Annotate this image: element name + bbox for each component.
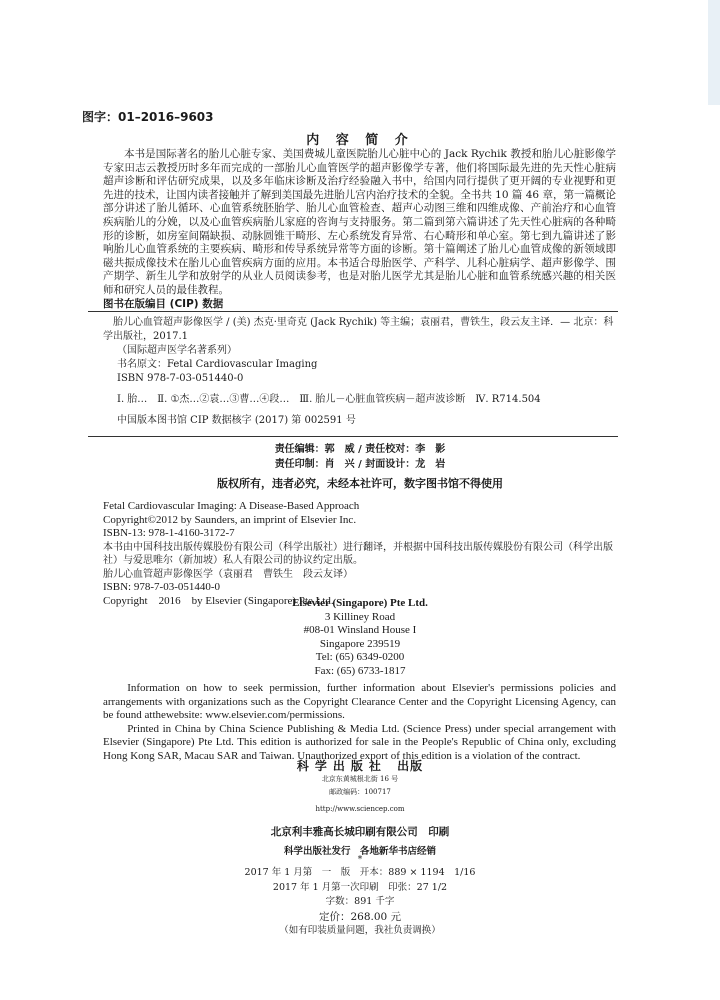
cip-block — [103, 316, 616, 428]
editor-credits: 责任编辑：郭 威 / 责任校对：李 影 — [274, 444, 446, 455]
cip-isbn: ISBN 978-7-03-051440-0 — [117, 373, 244, 384]
cip-bibliographic-line: 胎儿心血管超声影像医学 / (美) 杰克·里奇克 (Jack Rychik) 等主编；袁丽君，曹铁生，段云友主译．— 北京：科学出版社，2017.1 — [103, 317, 614, 342]
translation-copyright-line: Copyright 2016 by Elsevier (Singapore) Pte Ltd. — [103, 594, 334, 607]
cip-series: （国际超声医学名著系列） — [117, 345, 237, 356]
rights-notice: 版权所有，违者必究，未经本社许可，数字图书馆不得使用 — [217, 477, 503, 490]
elsevier-fax: Fax: (65) 6733-1817 — [314, 664, 406, 677]
publisher-postcode: 邮政编码：100717 — [329, 788, 391, 796]
permissions-paragraph: Information on how to seek permission, further information about Elsevier's permissions policies and arrangements with organizations such as the Copyright Clearance Center and the Copyright Licensing Agency, can be found atthewebsite: www.elsevier.com/permissions. — [103, 682, 616, 721]
separator-star: * — [357, 855, 363, 865]
original-title-line: Fetal Cardiovascular Imaging: A Disease-Based Approach — [103, 500, 360, 512]
summary-body: 本书是国际著名的胎儿心脏专家、美国费城儿童医院胎儿心脏中心的 Jack Rychik 教授和胎儿心脏影像学专家田志云教授历时多年而完成的一部胎儿心血管医学的超声影像学专著，他们将国际最先进的先天性心脏病超声诊断和评估研究成果，以及多年临床诊断及治疗经验融入书中，给国内同行提供了更开阔的专业视野和更先进的技术，让国内读者接触并了解到美国最先进胎儿宫内治疗技术的全貌。全书共 10 篇 46 章，第一篇概论部分讲述了胎儿循环、心血管系统胚胎学、胎儿心血管检查、超声心动图三维和四维成像、产前治疗和心血管疾病胎儿的分娩，以及心血管疾病胎儿家庭的咨询与支持服务。第二篇到第六篇讲述了先天性心脏病的各种畸形的诊断，如房室间隔缺损、动脉圆锥干畸形、左心系统发育异常、右心畸形和单心室。第七到九篇讲述了影响胎儿心血管系统的主要疾病、畸形和传导系统异常等方面的诊断。第十篇阐述了胎儿心血管成像的新领域即磁共振成像技术在胎儿心血管疾病方面的应用。本书适合母胎医学、产科学、儿科心脏病学、超声影像学、围产期学、新生儿学和放射学的从业人员阅读参考，也是对胎儿医学尤其是胎儿心脏和血管系统感兴趣的相关医师和研究人员的最佳教程。 — [103, 148, 616, 296]
cip-top-rule — [88, 311, 618, 312]
quality-note: （如有印装质量问题，我社负责调换） — [279, 925, 441, 936]
original-isbn-line: ISBN-13: 978-1-4160-3172-7 — [103, 527, 235, 539]
printing-line: 2017 年 1 月第一次印刷 印张：27 1/2 — [272, 881, 448, 893]
elsevier-address-line: 3 Killiney Road — [324, 610, 396, 623]
printing-paragraph: Printed in China by China Science Publishing & Media Ltd. (Science Press) under special arrangement with Elsevier (Singapore) Pte Ltd. This edition is authorized for sale in the People's Republic of China only, excluding Hong Kong SAR, Macau SAR and Taiwan. Unauthorized export of this edition is a violation of the contract. — [103, 722, 616, 762]
cip-verification: 中国版本图书馆 CIP 数据核字 (2017) 第 002591 号 — [117, 415, 356, 426]
publisher-address: 北京东黄城根北街 16 号 — [321, 775, 399, 783]
credits-block — [0, 442, 720, 472]
translated-isbn-line: ISBN: 978-7-03-051440-0 — [103, 581, 221, 593]
cip-heading: 图书在版编目 (CIP) 数据 — [103, 298, 224, 310]
elsevier-tel: Tel: (65) 6349-0200 — [315, 651, 405, 663]
viewer-scroll-strip — [708, 0, 720, 105]
edition-block — [0, 866, 720, 939]
publisher-suffix: 出版 — [397, 759, 424, 773]
word-count: 字数：891 千字 — [325, 896, 395, 907]
copyright-registration-number: 图字：01–2016–9603 — [82, 110, 214, 124]
translated-title-line: 胎儿心血管超声影像医学（袁丽君 曹铁生 段云友译） — [103, 568, 353, 580]
summary-title: 内 容 简 介 — [306, 133, 414, 148]
distribution-line: 科学出版社发行 各地新华书店经销 — [283, 846, 436, 857]
publisher-url: http://www.sciencep.com — [315, 805, 405, 813]
cip-original-title: 书名原文：Fetal Cardiovascular Imaging — [117, 359, 318, 370]
edition-line: 2017 年 1 月第 一 版 开本：889 × 1194 1/16 — [244, 867, 476, 878]
translation-statement: 本书由中国科技出版传媒股份有限公司（科学出版社）进行翻译，并根据中国科技出版传媒股份有限公司（科学出版社）与爱思唯尔（新加坡）私人有限公司的协议约定出版。 — [103, 541, 613, 566]
cip-classification: Ⅰ. 胎… Ⅱ. ①杰…②袁…③曹…④段… Ⅲ. 胎儿－心脏血管疾病－超声波诊断 Ⅳ. R714.504 — [117, 394, 541, 405]
cip-bottom-rule — [88, 436, 618, 437]
publisher-name: 科学出版社 — [296, 759, 387, 773]
price: 定价：268.00 元 — [318, 910, 402, 923]
elsevier-company: Elsevier (Singapore) Pte Ltd. — [292, 597, 428, 609]
english-notice — [103, 682, 616, 763]
original-copyright-line: Copyright©2012 by Saunders, an imprint of Elsevier Inc. — [103, 513, 357, 526]
elsevier-address-line: Singapore 239519 — [319, 637, 401, 650]
printer-line: 北京利丰雅高长城印刷有限公司 印刷 — [270, 826, 450, 838]
elsevier-address — [0, 594, 720, 678]
production-credits: 责任印制：肖 兴 / 封面设计：龙 岩 — [274, 459, 446, 470]
copyright-block — [103, 500, 616, 608]
elsevier-address-line: #08-01 Winsland House I — [303, 624, 417, 636]
publisher-block — [0, 757, 720, 815]
